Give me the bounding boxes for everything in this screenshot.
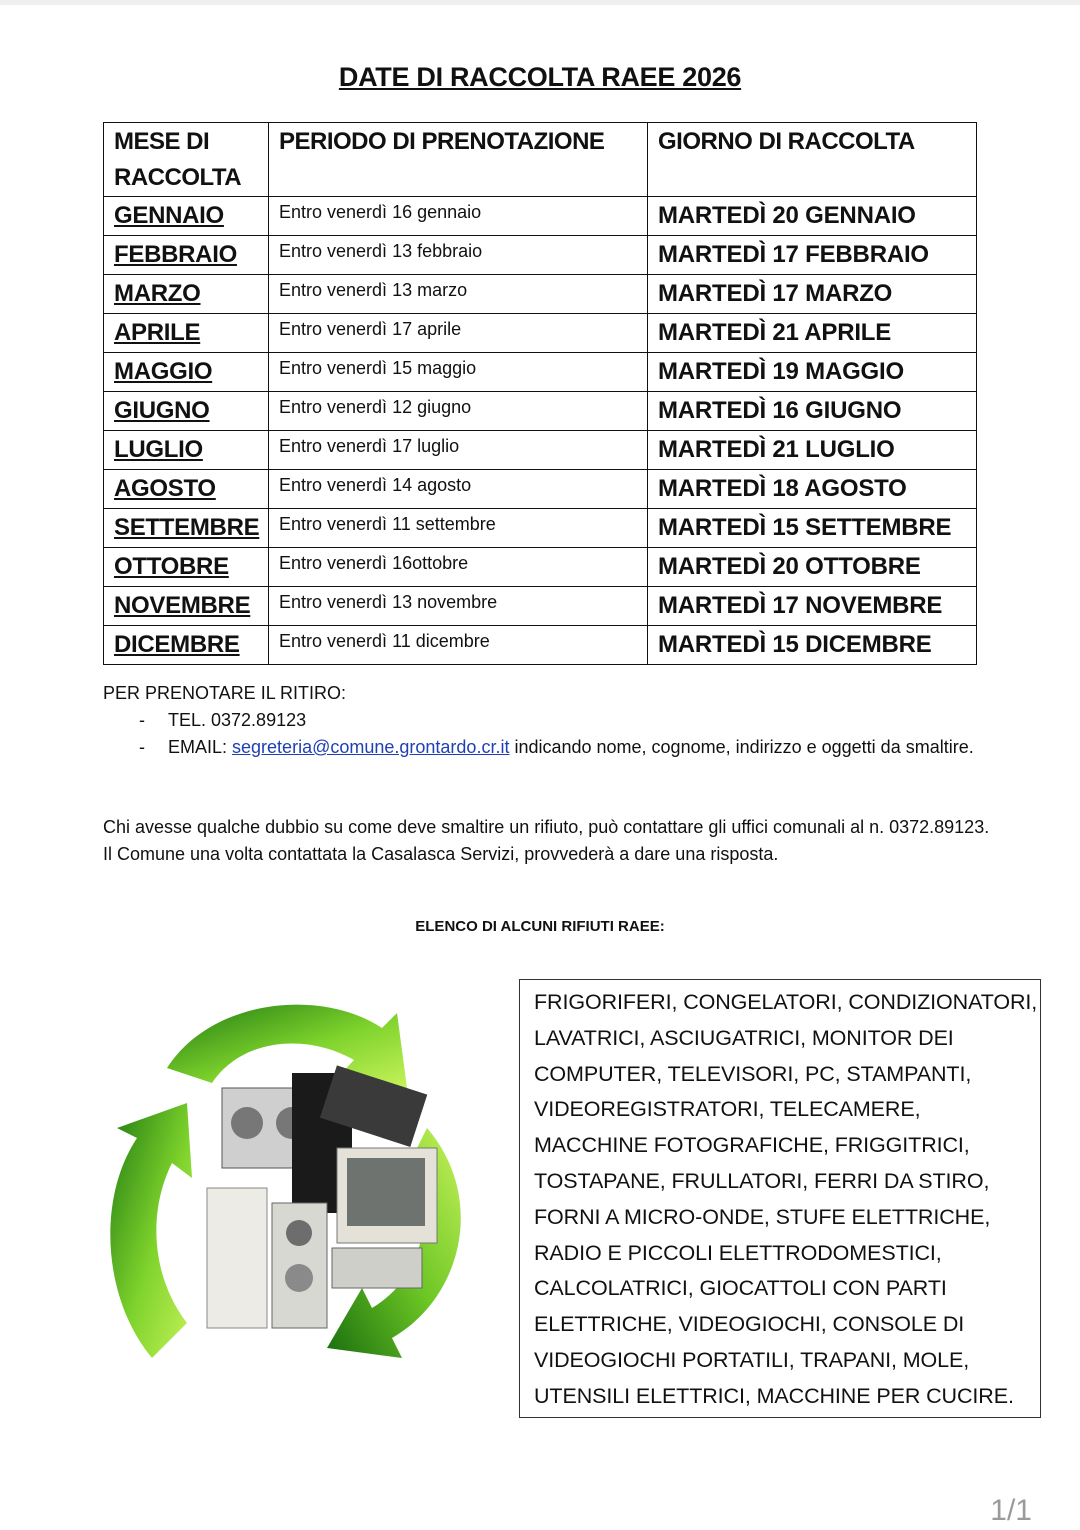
month-cell (104, 197, 269, 236)
period-cell (269, 470, 648, 509)
month-cell (104, 470, 269, 509)
header-collection-day: GIORNO DI RACCOLTA (648, 123, 977, 197)
collection-day-text: MARTEDÌ 18 AGOSTO (658, 475, 907, 502)
month-text: NOVEMBRE (114, 592, 251, 619)
period-text: Entro venerdì 13 novembre (279, 592, 498, 612)
table-row (104, 470, 977, 509)
month-text: GIUGNO (114, 397, 210, 424)
collection-day-cell (648, 197, 977, 236)
bullet-dash: - (139, 737, 145, 757)
table-row (104, 431, 977, 470)
collection-day-cell (648, 470, 977, 509)
month-text: MAGGIO (114, 358, 213, 385)
table-row (104, 275, 977, 314)
email-instructions: indicando nome, cognome, indirizzo e oggetti da smaltire. (509, 737, 974, 757)
page-indicator: 1/1 (990, 1494, 1032, 1527)
header-booking-period: PERIODO DI PRENOTAZIONE (269, 123, 648, 197)
table-row (104, 509, 977, 548)
month-cell (104, 236, 269, 275)
collection-day-text: MARTEDÌ 20 GENNAIO (658, 202, 916, 229)
table-row (104, 626, 977, 665)
period-text: Entro venerdì 14 agosto (279, 475, 472, 495)
period-cell (269, 236, 648, 275)
table-row (104, 548, 977, 587)
collection-day-cell (648, 587, 977, 626)
collection-calendar-table (103, 122, 977, 665)
collection-day-text: MARTEDÌ 21 LUGLIO (658, 436, 895, 463)
period-cell (269, 626, 648, 665)
info-line-2: Il Comune una volta contattata la Casalasca Servizi, provvederà a dare una risposta. (103, 843, 779, 864)
period-text: Entro venerdì 17 aprile (279, 319, 462, 339)
table-row (104, 197, 977, 236)
month-text: AGOSTO (114, 475, 216, 502)
month-cell (104, 587, 269, 626)
month-text: OTTOBRE (114, 553, 229, 580)
bullet-dash: - (139, 710, 145, 730)
collection-day-cell (648, 509, 977, 548)
collection-day-cell (648, 236, 977, 275)
collection-day-text: MARTEDÌ 15 SETTEMBRE (658, 514, 952, 541)
collection-day-cell (648, 548, 977, 587)
month-cell (104, 314, 269, 353)
info-paragraph (103, 814, 1003, 867)
booking-instructions (103, 680, 983, 761)
period-text: Entro venerdì 12 giugno (279, 397, 472, 417)
period-text: Entro venerdì 13 febbraio (279, 241, 483, 261)
month-cell (104, 431, 269, 470)
period-cell (269, 392, 648, 431)
period-text: Entro venerdì 11 dicembre (279, 631, 490, 651)
period-text: Entro venerdì 17 luglio (279, 436, 460, 456)
recycle-arrow-top (167, 1005, 407, 1088)
table-header-row (104, 123, 977, 197)
period-cell (269, 197, 648, 236)
viewer-top-bar (0, 0, 1080, 5)
raee-items-list: FRIGORIFERI, CONGELATORI, CONDIZIONATORI, LAVATRICI, ASCIUGATRICI, MONITOR DEI COMPUTER, TELEVISORI, PC, STAMPANTI, VIDEOREGISTRATORI, TELECAMERE, MACCHINE FOTOGRAFICHE, FRIGGITRICI, TOSTAPANE, FRULLATORI, FERRI DA STIRO, FORNI A MICRO-ONDE, STUFE ELETTRICHE, RADIO E PICCOLI ELETTRODOMESTICI, CALCOLATRICI, GIOCATTOLI CON PARTI ELETTRICHE, VIDEOGIOCHI, CONSOLE DI VIDEOGIOCHI PORTATILI, TRAPANI, MOLE, UTENSILI ELETTRICI, MACCHINE PER CUCIRE. (519, 979, 1041, 1418)
month-text: APRILE (114, 319, 201, 346)
recycle-arrow-left (110, 1103, 192, 1358)
period-text: Entro venerdì 16ottobre (279, 553, 469, 573)
collection-day-text: MARTEDÌ 17 FEBBRAIO (658, 241, 929, 268)
period-cell (269, 431, 648, 470)
month-text: FEBBRAIO (114, 241, 237, 268)
table-row (104, 392, 977, 431)
document-title: DATE DI RACCOLTA RAEE 2026 (338, 62, 742, 92)
collection-day-cell (648, 314, 977, 353)
phone-number: TEL. 0372.89123 (168, 710, 307, 730)
contact-list (103, 707, 983, 761)
collection-day-cell (648, 353, 977, 392)
table-row (104, 353, 977, 392)
table-row (104, 236, 977, 275)
email-link[interactable]: segreteria@comune.grontardo.cr.it (232, 737, 510, 757)
info-line-1: Chi avesse qualche dubbio su come deve smaltire un rifiuto, può contattare gli uffici comunali al n. 0372.89123. (103, 817, 990, 837)
collection-day-text: MARTEDÌ 17 MARZO (658, 280, 893, 307)
month-text: DICEMBRE (114, 631, 240, 658)
period-text: Entro venerdì 13 marzo (279, 280, 468, 300)
period-cell (269, 548, 648, 587)
period-text: Entro venerdì 11 settembre (279, 514, 496, 534)
month-cell (104, 353, 269, 392)
contact-phone (103, 707, 983, 734)
period-cell (269, 275, 648, 314)
collection-day-text: MARTEDÌ 21 APRILE (658, 319, 892, 346)
period-cell (269, 587, 648, 626)
collection-day-text: MARTEDÌ 17 NOVEMBRE (658, 592, 943, 619)
collection-day-text: MARTEDÌ 16 GIUGNO (658, 397, 902, 424)
booking-heading: PER PRENOTARE IL RITIRO: (103, 683, 347, 703)
month-text: MARZO (114, 280, 201, 307)
collection-day-cell (648, 275, 977, 314)
month-cell (104, 275, 269, 314)
raee-list-heading: ELENCO DI ALCUNI RIFIUTI RAEE: (415, 918, 665, 935)
period-cell (269, 353, 648, 392)
contact-email (103, 734, 983, 761)
month-cell (104, 509, 269, 548)
period-cell (269, 509, 648, 548)
collection-day-text: MARTEDÌ 15 DICEMBRE (658, 631, 932, 658)
header-month: MESE DI RACCOLTA (104, 123, 269, 197)
collection-day-cell (648, 392, 977, 431)
collection-day-cell (648, 431, 977, 470)
month-text: GENNAIO (114, 202, 224, 229)
recycle-electronics-icon (92, 978, 512, 1398)
pc-tower-white (207, 1188, 267, 1328)
period-cell (269, 314, 648, 353)
collection-day-cell (648, 626, 977, 665)
month-cell (104, 548, 269, 587)
period-text: Entro venerdì 15 maggio (279, 358, 477, 378)
collection-day-text: MARTEDÌ 19 MAGGIO (658, 358, 904, 385)
month-cell (104, 392, 269, 431)
month-cell (104, 626, 269, 665)
table-row (104, 314, 977, 353)
email-label: EMAIL: (168, 737, 233, 757)
month-text: SETTEMBRE (114, 514, 260, 541)
collection-day-text: MARTEDÌ 20 OTTOBRE (658, 553, 921, 580)
table-row (104, 587, 977, 626)
month-text: LUGLIO (114, 436, 203, 463)
period-text: Entro venerdì 16 gennaio (279, 202, 482, 222)
